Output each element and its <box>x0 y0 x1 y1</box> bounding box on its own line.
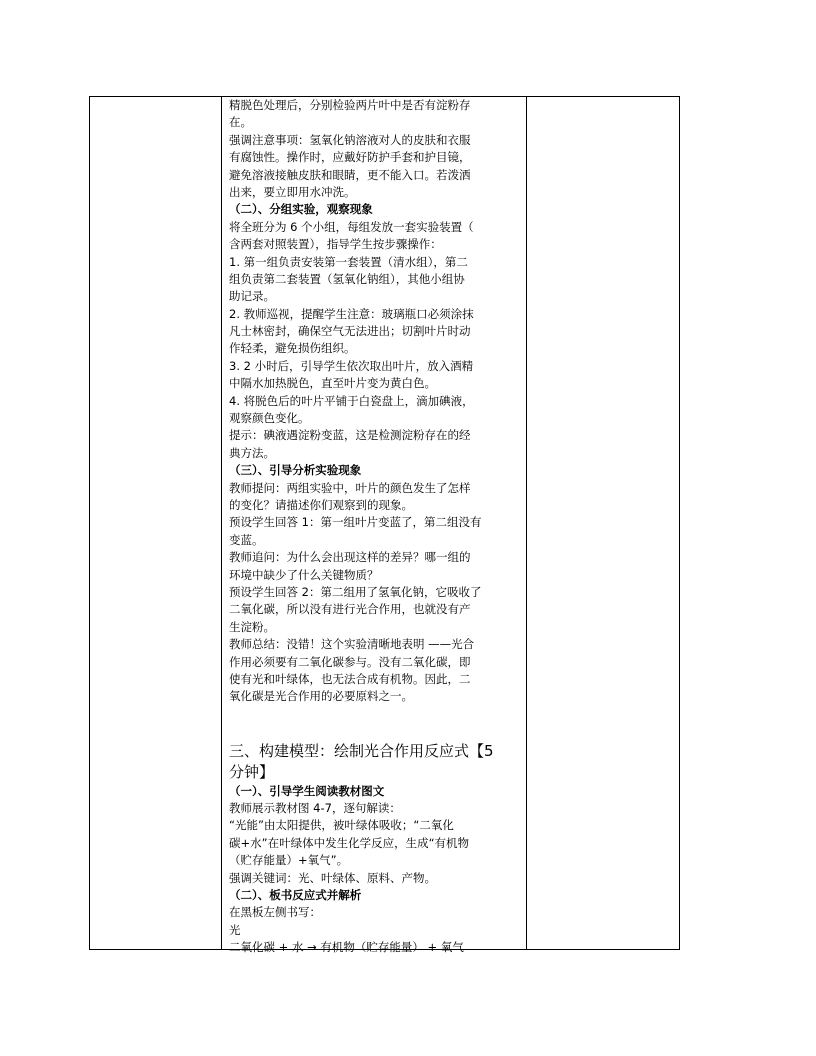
text-line: 凡士林密封，确保空气无法进出；切割叶片时动 <box>229 324 471 339</box>
text-line: “光能”由太阳提供，被叶绿体吸收；“二氧化 <box>229 818 454 833</box>
text-line: 强调注意事项：氢氧化钠溶液对人的皮肤和衣服 <box>229 132 471 147</box>
text-line: 1. 第一组负责安装第一套装置（清水组），第二 <box>229 254 468 269</box>
text-line: 强调关键词：光、叶绿体、原料、产物。 <box>229 870 436 885</box>
text-line: 光 <box>229 922 241 937</box>
text-line: 的变化？请描述你们观察到的现象。 <box>229 497 413 512</box>
text-line: 预设学生回答 1：第一组叶片变蓝了，第二组没有 <box>229 515 482 530</box>
text-line: 避免溶液接触皮肤和眼睛，更不能入口。若泼洒 <box>229 167 471 182</box>
text-line: 组负责第二套装置（氢氧化钠组），其他小组协 <box>229 271 465 286</box>
section-heading-line-2: 分钟】 <box>229 762 275 781</box>
text-line: 提示：碘液遇淀粉变蓝，这是检测淀粉存在的经 <box>229 428 471 443</box>
text-line: 出来，要立即用水冲洗。 <box>229 184 356 199</box>
subheading-line: （三）、引导分析实验现象 <box>229 463 362 478</box>
text-line: 典方法。 <box>229 445 275 460</box>
text-line: 教师总结：没错！这个实验清晰地表明 ——光合 <box>229 637 475 652</box>
column-divider-left <box>221 96 222 950</box>
text-line: 助记录。 <box>229 289 275 304</box>
text-line: 预设学生回答 2：第二组用了氢氧化钠，它吸收了 <box>229 584 482 599</box>
text-line: （贮存能量）+氧气”。 <box>229 853 349 868</box>
model-building-block <box>229 783 521 957</box>
text-line: 生淀粉。 <box>229 619 275 634</box>
lesson-content-cell <box>229 97 521 957</box>
text-line: 4. 将脱色后的叶片平铺于白瓷盘上，滴加碘液， <box>229 393 474 408</box>
text-line: 环境中缺少了什么关键物质？ <box>229 567 379 582</box>
text-line: 作用必须要有二氧化碳参与。没有二氧化碳，即 <box>229 654 471 669</box>
text-line: 有腐蚀性。操作时，应戴好防护手套和护目镜， <box>229 150 471 165</box>
text-line: 在黑板左侧书写： <box>229 905 321 920</box>
text-line: 精脱色处理后，分别检验两片叶中是否有淀粉存 <box>229 98 471 112</box>
text-line: 氧化碳是光合作用的必要原料之一。 <box>229 689 413 704</box>
text-line: 中隔水加热脱色，直至叶片变为黄白色。 <box>229 376 436 391</box>
text-line: 碳+水”在叶绿体中发生化学反应，生成“有机物 <box>229 835 470 850</box>
subheading-line: （一）、引导学生阅读教材图文 <box>229 783 385 798</box>
text-line: 二氧化碳，所以没有进行光合作用，也就没有产 <box>229 602 471 617</box>
text-line: 含两套对照装置），指导学生按步骤操作： <box>229 237 442 252</box>
text-line: 教师展示教材图 4-7，逐句解读： <box>229 801 401 816</box>
text-line: 教师追问：为什么会出现这样的差异？哪一组的 <box>229 550 471 565</box>
subheading-line: （二）、板书反应式并解析 <box>229 888 362 903</box>
subheading-line: （二）、分组实验，观察现象 <box>229 202 373 217</box>
text-line: 二氧化碳 + 水 → 有机物（贮存能量） + 氧气 <box>229 940 464 955</box>
section-spacing <box>229 706 521 741</box>
text-line: 变蓝。 <box>229 532 264 547</box>
text-line: 将全班分为 6 个小组，每组发放一套实验装置（ <box>229 219 474 234</box>
text-line: 2. 教师巡视，提醒学生注意：玻璃瓶口必须涂抹 <box>229 306 474 321</box>
text-line: 观察颜色变化。 <box>229 411 310 426</box>
text-line: 在。 <box>229 115 252 130</box>
text-line: 作轻柔，避免损伤组织。 <box>229 341 356 356</box>
lesson-steps-block <box>229 97 521 706</box>
column-divider-right <box>526 96 527 950</box>
text-line: 3. 2 小时后，引导学生依次取出叶片，放入酒精 <box>229 358 474 373</box>
section-heading-line-1: 三、构建模型：绘制光合作用反应式【5 <box>229 741 494 760</box>
text-line: 使有光和叶绿体，也无法合成有机物。因此，二 <box>229 671 471 686</box>
text-line: 教师提问：两组实验中，叶片的颜色发生了怎样 <box>229 480 471 495</box>
